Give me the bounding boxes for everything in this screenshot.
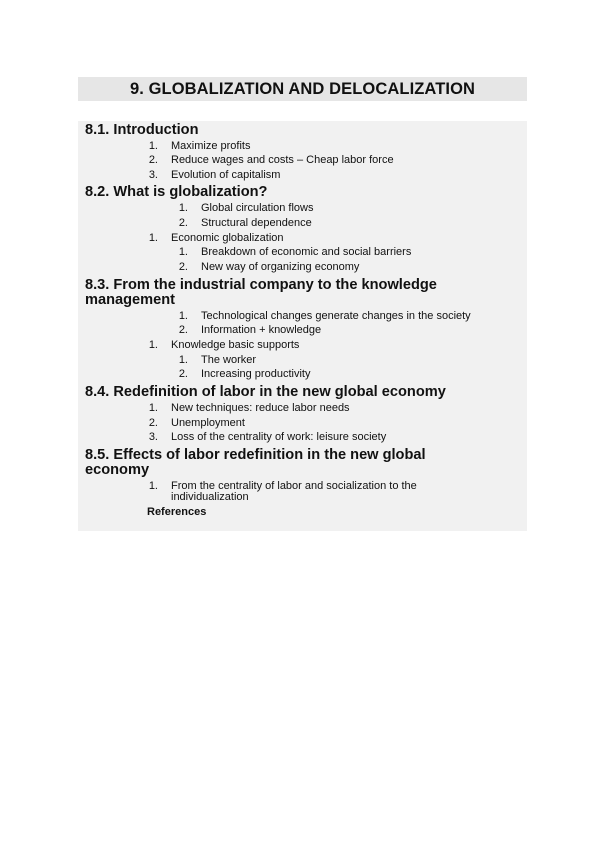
list-item: Information + knowledge <box>201 324 322 336</box>
item-number: 3. <box>148 169 158 181</box>
item-number: 1. <box>178 246 188 258</box>
item-number: 1. <box>148 402 158 414</box>
list-item: Maximize profits <box>171 140 251 152</box>
section-heading: 8.4. Redefinition of labor in the new global economy <box>85 384 446 400</box>
section-heading: 8.5. Effects of labor redefinition in the new global <box>85 447 426 463</box>
section-heading: 8.2. What is globalization? <box>85 184 268 200</box>
item-number: 2. <box>178 368 188 380</box>
section-heading: 8.1. Introduction <box>85 122 199 138</box>
list-item: New techniques: reduce labor needs <box>171 402 350 414</box>
section-heading-continued: economy <box>85 462 150 478</box>
document-title-banner <box>78 77 527 101</box>
item-number: 3. <box>148 431 158 443</box>
item-number: 2. <box>178 324 188 336</box>
list-item: Economic globalization <box>171 232 284 244</box>
list-item: Global circulation flows <box>201 202 314 214</box>
section-heading: 8.3. From the industrial company to the knowledge <box>85 277 437 293</box>
item-number: 2. <box>148 417 158 429</box>
item-number: 2. <box>178 261 188 273</box>
list-item: Unemployment <box>171 417 245 429</box>
list-item: Knowledge basic supports <box>171 339 300 351</box>
item-number: 1. <box>178 310 188 322</box>
list-item: New way of organizing economy <box>201 261 360 273</box>
item-number: 2. <box>148 154 158 166</box>
references-label: References <box>147 506 207 518</box>
list-item: Evolution of capitalism <box>171 169 281 181</box>
list-item: Loss of the centrality of work: leisure society <box>171 431 387 443</box>
list-item: Structural dependence <box>201 217 312 229</box>
item-number: 1. <box>148 480 158 492</box>
item-number: 1. <box>178 354 188 366</box>
item-number: 1. <box>148 339 158 351</box>
list-item: The worker <box>201 354 257 366</box>
list-item: Breakdown of economic and social barriers <box>201 246 412 258</box>
section-heading-continued: management <box>85 292 176 308</box>
list-item-continued: individualization <box>171 491 249 503</box>
list-item: From the centrality of labor and socialization to the <box>171 480 417 492</box>
list-item: Reduce wages and costs – Cheap labor force <box>171 154 394 166</box>
item-number: 1. <box>148 232 158 244</box>
item-number: 2. <box>178 217 188 229</box>
document-title: 9. GLOBALIZATION AND DELOCALIZATION <box>129 79 476 98</box>
item-number: 1. <box>178 202 188 214</box>
list-item: Increasing productivity <box>201 368 311 380</box>
list-item: Technological changes generate changes in the society <box>201 310 471 322</box>
item-number: 1. <box>148 140 158 152</box>
